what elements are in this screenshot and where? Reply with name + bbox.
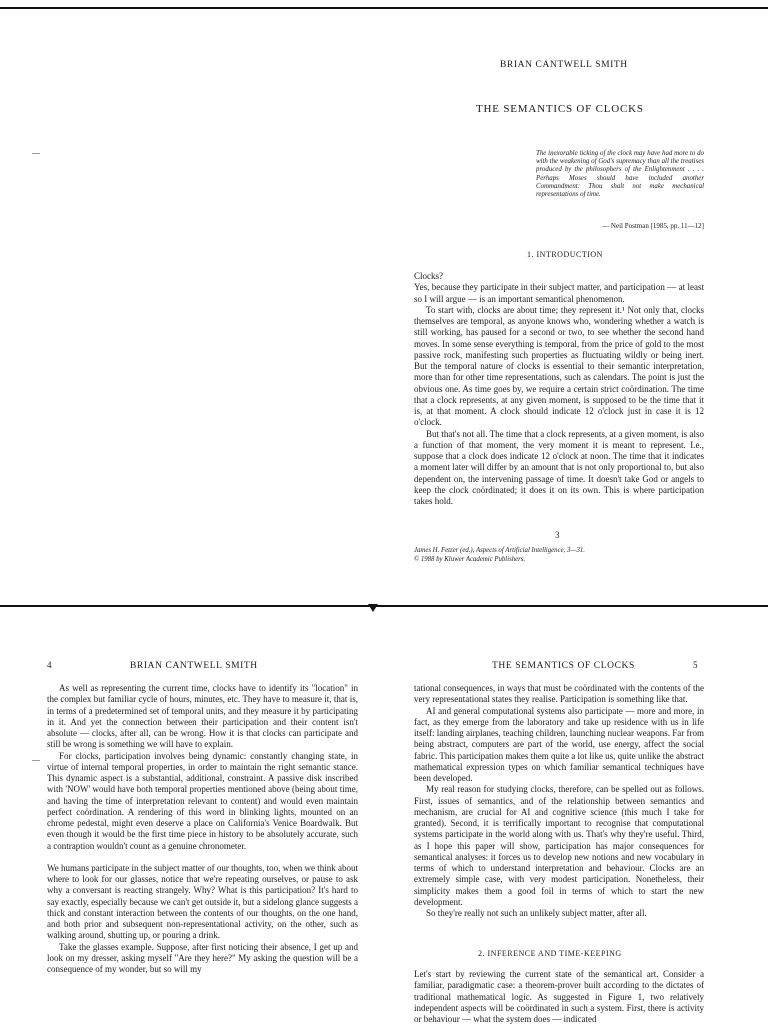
section-heading-inference: 2. INFERENCE AND TIME-KEEPING [478, 949, 622, 958]
paragraph: Clocks? [414, 271, 443, 281]
paragraph: AI and general computational systems also participate — more and more, in fact, as they emerge from the laboratory and take up residence with us in life itself: landing airplanes, teaching children, launching nuclear weapons. Far from being abstract, computers are part of the world, use energy, affect the social fabric. This participation makes them quite a lot like us, quite unlike the abstract mathematical expression types on which familiar semantical techniques have been developed. [414, 705, 704, 783]
paragraph: To start with, clocks are about time; they represent it.¹ Not only that, clocks themselves are temporal, as anyone knows who, wondering whether a watch is still working, has paused for a second or two, to see whether the second hand moves. In some sense everything is temporal, from the price of gold to the most passive rock, manifesting such properties as fluctuating wildly or being inert. But the temporal nature of clocks is essential to their semantic interpretation, more than for other time representations, such as calendars. The point is just the obvious one. As time goes by, we require a certain strict coördination. The time that a clock represents, at any given moment, is supposed to be the time that it is, at that moment. A clock should indicate 12 o'clock just in case it is 12 o'clock. [414, 304, 704, 428]
publication-footer [414, 546, 585, 564]
page-number-5: 5 [693, 660, 698, 670]
page-divider-rule [0, 605, 768, 607]
paragraph: As well as representing the current time, clocks have to identify its "location" in the complex but familiar cycle of hours, minutes, etc. They have to measure it, that is, in terms of a predetermined set of temporal units, and they measure it by participating in it. And yet the connection between their participation and their content isn't absolute — clocks, after all, can be wrong. How it is that clocks can participate and still be wrong is something we will have to explain. [47, 683, 358, 750]
introduction-body [414, 271, 704, 507]
left-page-body [47, 683, 358, 975]
footer-edition-line: James H. Fetzer (ed.), Aspects of Artificial Intelligence, 3—31. [414, 547, 585, 554]
paragraph: My real reason for studying clocks, therefore, can be spelled out as follows. First, issues of semantics, and of the relationship between semantics and mechanism, are crucial for AI and cognitive science (this much I take for granted). Second, it is terrifically important to recognise that computational systems participate in the world along with us. That's why they're useful. Third, as I hope this paper will show, participation has major consequences for semantical analyses: it forces us to develop new notions and new vocabulary in terms of which to understand interpretation and behaviour. Clocks are an extremely simple case, with very modest participation. Nonetheless, their simplicity makes them a good foil in terms of which to start the new development. [414, 784, 704, 907]
paragraph: For clocks, participation involves being dynamic: constantly changing state, in virtue of internal temporal properties, in order to maintain the right semantic stance. This dynamic aspect is a substantial, additional, constraint. A passive disk inscribed with 'NOW' would have both temporal properties mentioned above (being about time, and having the time of interpretation relevant to content) and would even maintain perfect coördination. A rendering of this word in blinking lights, mounted on an chrome pedestal, might even deserve a place on California's Venice Boardwalk. But even though it would be the first time piece in history to be absolutely accurate, such a contraption wouldn't count as a genuine chronometer. [47, 750, 358, 851]
running-head-author: BRIAN CANTWELL SMITH [130, 661, 258, 671]
paragraph: We humans participate in the subject matter of our thoughts, too, when we think about where to look for our glasses, notice that we're repeating ourselves, or pause to ask why a conversant is reacting strangely. Why? What is this participation? It's hard to say exactly, especially because we can't get outside it, but a sidelong glance suggests a thick and constant interaction between the contents of our thoughts, on the one hand, and both prior and subsequent non-representational activity, on the other, such as walking around, shutting up, or pouring a drink. [47, 862, 358, 941]
top-rule [0, 7, 768, 9]
page-number-3: 3 [555, 530, 560, 540]
paragraph: tational consequences, in ways that must be coördinated with the contents of the very representational states they realise. Participation is something like that. [414, 683, 704, 705]
margin-mark [32, 153, 40, 154]
right-page-body [414, 683, 704, 919]
paragraph: Let's start by reviewing the current state of the semantical art. Consider a familiar, paradigmatic case: a theorem-prover built according to the dictates of traditional mathematical logic. As suggested in Figure 1, two relatively independent aspects will be coördinated in such a system. First, there is activity or behaviour — what the system does — indicated [414, 969, 704, 1024]
paragraph: But that's not all. The time that a clock represents, at a given moment, is also a function of that moment, the very moment it is meant to represent. I.e., suppose that a clock does indicate 12 o'clock at noon. The time that it indicates a moment later will differ by an amount that is not only proportional to, but also dependent on, the intervening passage of time. It doesn't take God or angels to keep the clock coördinated; it does it on its own. This is where participation takes hold. [414, 428, 704, 506]
paragraph: So they're really not such an unlikely subject matter, after all. [426, 908, 647, 918]
section-2-body [414, 969, 704, 1025]
divider-notch [368, 604, 378, 612]
page-title: THE SEMANTICS OF CLOCKS [476, 103, 644, 115]
section-heading-introduction: 1. INTRODUCTION [527, 250, 603, 259]
running-head-title: THE SEMANTICS OF CLOCKS [492, 661, 635, 671]
paragraph: Take the glasses example. Suppose, after first noticing their absence, I get up and look on my dresser, asking myself "Are they here?" My asking the question will be a consequence of my wonder, but so will my [47, 941, 358, 974]
footer-copyright-line: © 1988 by Kluwer Academic Publishers. [414, 556, 526, 563]
margin-mark [32, 760, 40, 761]
running-head-author: BRIAN CANTWELL SMITH [500, 60, 628, 70]
paragraph: Yes, because they participate in their subject matter, and participation — at least so I will argue — is an important semantical phenomenon. [414, 282, 704, 304]
page-number-4: 4 [47, 660, 52, 670]
epigraph-citation: — Neil Postman [1985, pp. 11—12] [602, 222, 704, 230]
epigraph-text: The inexorable ticking of the clock may have had more to do with the weakening of God's supremacy than all the treatises produced by the philosophers of the Enlightenment . . . . Perhaps Moses should have included another Commandment: Thou shalt not make mechanical representations of time. [536, 150, 704, 199]
